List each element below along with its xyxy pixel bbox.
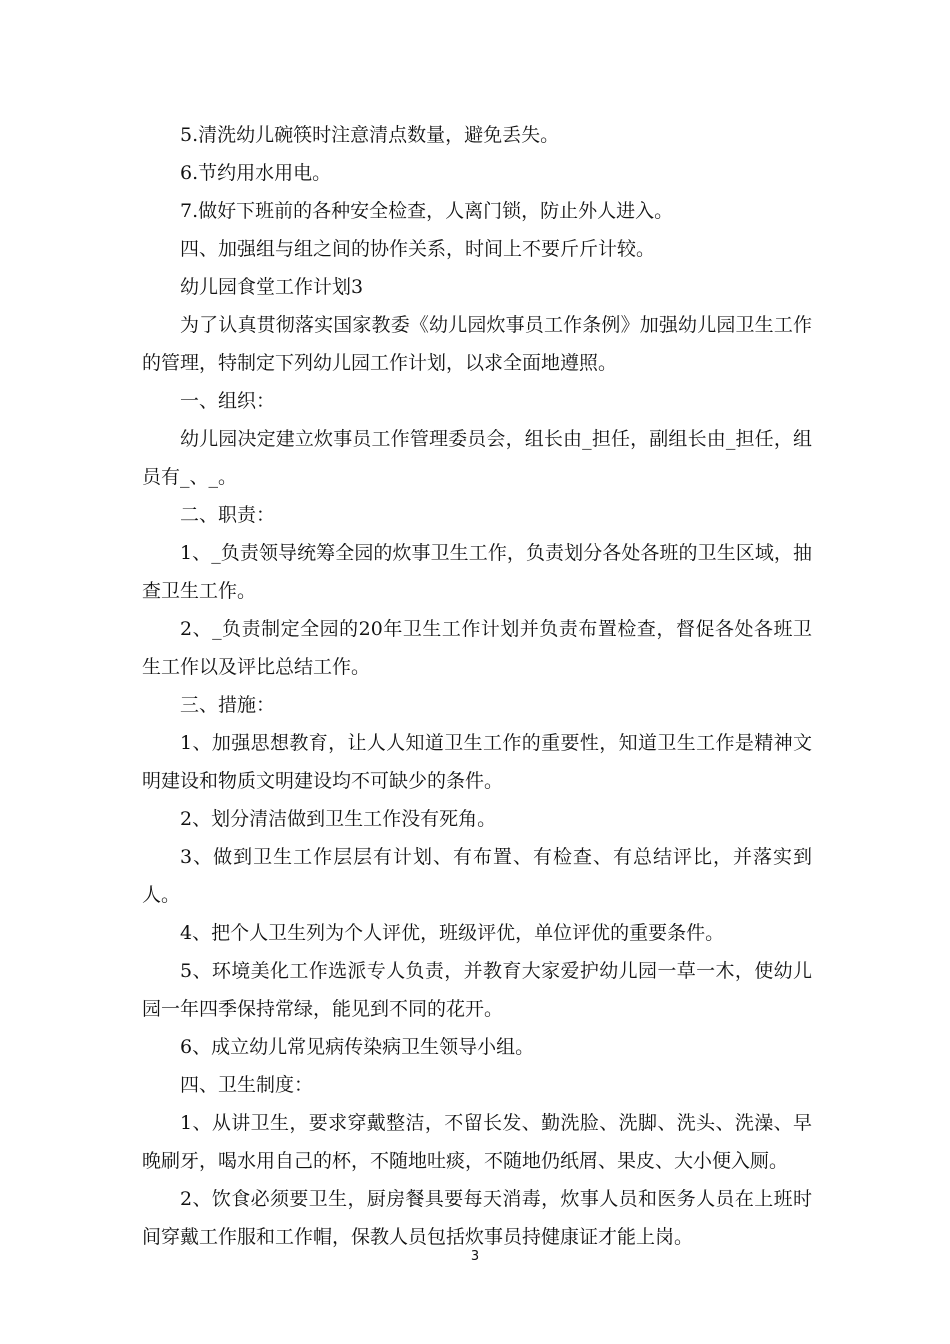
section-heading: 一、组织： [180, 390, 276, 412]
paragraph: 2、_负责制定全园的20年卫生工作计划并负责布置检查，督促各处各班卫生工作以及评比总结工作。 [142, 618, 812, 678]
paragraph: 7.做好下班前的各种安全检查，人离门锁，防止外人进入。 [180, 200, 674, 222]
paragraph: 1、加强思想教育，让人人知道卫生工作的重要性，知道卫生工作是精神文明建设和物质文明建设均不可缺少的条件。 [142, 732, 812, 792]
paragraph: 4、把个人卫生列为个人评优，班级评优，单位评优的重要条件。 [180, 922, 725, 944]
paragraph: 为了认真贯彻落实国家教委《幼儿园炊事员工作条例》加强幼儿园卫生工作的管理，特制定下列幼儿园工作计划，以求全面地遵照。 [142, 314, 812, 374]
section-heading: 四、加强组与组之间的协作关系，时间上不要斤斤计较。 [180, 238, 656, 260]
document-title: 幼儿园食堂工作计划3 [180, 276, 364, 298]
paragraph: 5.清洗幼儿碗筷时注意清点数量，避免丢失。 [180, 124, 560, 146]
section-heading: 三、措施： [180, 694, 276, 716]
section-heading: 二、职责： [180, 504, 276, 526]
paragraph: 2、划分清洁做到卫生工作没有死角。 [180, 808, 497, 830]
paragraph: 1、_负责领导统筹全园的炊事卫生工作，负责划分各处各班的卫生区域，抽查卫生工作。 [142, 542, 812, 602]
paragraph: 6、成立幼儿常见病传染病卫生领导小组。 [180, 1036, 535, 1058]
paragraph: 5、环境美化工作选派专人负责，并教育大家爱护幼儿园一草一木，使幼儿园一年四季保持常绿，能见到不同的花开。 [142, 960, 812, 1020]
paragraph: 3、做到卫生工作层层有计划、有布置、有检查、有总结评比，并落实到人。 [142, 846, 812, 906]
page-number: 3 [470, 1249, 480, 1264]
paragraph: 幼儿园决定建立炊事员工作管理委员会，组长由_担任，副组长由_担任，组员有_、_。 [142, 428, 812, 488]
paragraph: 1、从讲卫生，要求穿戴整洁，不留长发、勤洗脸、洗脚、洗头、洗澡、早晚刷牙，喝水用自己的杯，不随地吐痰，不随地仍纸屑、果皮、大小便入厕。 [142, 1112, 812, 1172]
page-content [142, 116, 812, 1256]
paragraph: 6.节约用水用电。 [180, 162, 332, 184]
paragraph: 2、饮食必须要卫生，厨房餐具要每天消毒，炊事人员和医务人员在上班时间穿戴工作服和工作帽，保教人员包括炊事员持健康证才能上岗。 [142, 1188, 812, 1248]
section-heading: 四、卫生制度： [180, 1074, 314, 1096]
